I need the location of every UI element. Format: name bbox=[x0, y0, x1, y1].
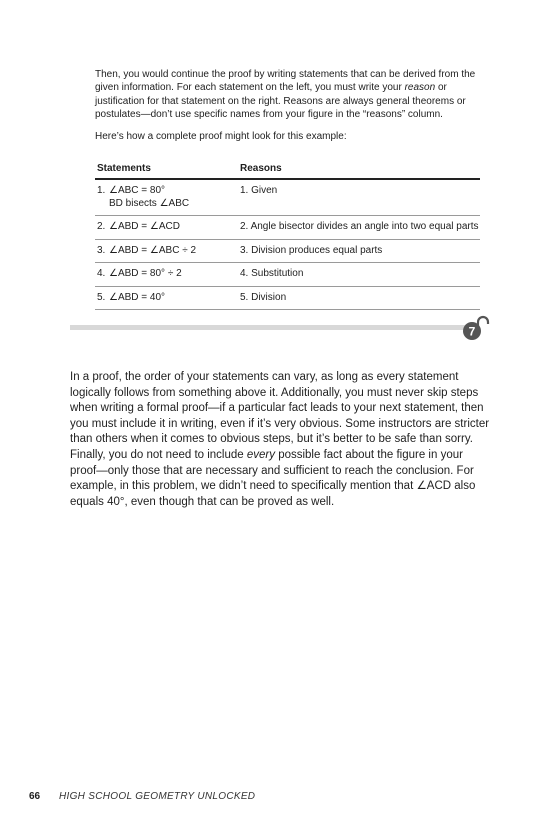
statement-number: 1. bbox=[97, 185, 106, 196]
statement-cell bbox=[95, 185, 240, 210]
intro-text-span: Then, you would continue the proof by writing statements that can be derived from the given information. For each statement on the left, you must write your bbox=[95, 69, 476, 94]
statement-number: 2. bbox=[97, 221, 106, 232]
body-emphasis: every bbox=[246, 448, 275, 461]
proof-row bbox=[95, 240, 480, 264]
page-number: 66 bbox=[29, 791, 41, 802]
reason-cell: 5. Division bbox=[240, 291, 287, 303]
padlock-icon bbox=[461, 315, 491, 341]
statement-text bbox=[109, 268, 182, 281]
statement-line: ∠ABD = 80° ÷ 2 bbox=[109, 268, 182, 279]
body-text-span: In a proof, the order of your statements can vary, as long as every statement logically follows from something above it. Additionally, you must never skip steps when writing a formal proof—if a particular fact leads to your next statement, then you must include it in writing, even if it’s very obvious. Some instructors are stricter than others when it comes to obvious steps, but it’s better to be safe than sorry. Finally, you do not need to include bbox=[70, 371, 490, 461]
statement-cell bbox=[95, 245, 240, 258]
proof-rows bbox=[95, 180, 480, 310]
reason-cell: 1. Given bbox=[240, 185, 278, 196]
statement-number: 3. bbox=[97, 244, 106, 256]
intro-emphasis: reason bbox=[404, 82, 436, 94]
statement-line: ∠ABD = ∠ACD bbox=[109, 221, 181, 232]
proof-row bbox=[95, 263, 480, 287]
body-text bbox=[70, 370, 490, 510]
statement-text bbox=[109, 185, 189, 210]
proof-table bbox=[95, 158, 480, 310]
body-paragraph bbox=[70, 370, 490, 510]
intro-text-span: or justification for that statement on the right. Reasons are always general theorems or postulates—don’t use specific names from your figure in the “reasons” column. bbox=[95, 82, 466, 121]
reason-cell: 4. Substitution bbox=[240, 268, 304, 279]
page-footer bbox=[29, 791, 255, 802]
statement-cell bbox=[95, 221, 240, 234]
proof-row bbox=[95, 180, 480, 216]
intro-paragraph-1 bbox=[95, 68, 480, 122]
proof-row bbox=[95, 287, 480, 311]
body-text-span: possible fact about the figure in your proof—only those that are necessary and sufficient to reach the conclusion. For example, in this problem, we didn’t need to specifically mention that ∠ACD also equals 40°, even though that can be proved as well. bbox=[70, 448, 476, 508]
statement-number: 5. bbox=[97, 291, 106, 303]
statement-text bbox=[109, 221, 180, 234]
statement-line: ∠ABD = 40° bbox=[109, 291, 166, 303]
reason-cell: 2. Angle bisector divides an angle into two equal parts bbox=[240, 221, 479, 232]
statement-cell bbox=[95, 292, 240, 305]
intro-text bbox=[95, 68, 480, 151]
statement-text bbox=[109, 245, 196, 258]
intro-paragraph-2: Here’s how a complete proof might look for this example: bbox=[95, 130, 347, 142]
statement-line: ∠ABD = ∠ABC ÷ 2 bbox=[109, 244, 197, 256]
proof-table-header bbox=[95, 158, 480, 180]
book-title: HIGH SCHOOL GEOMETRY UNLOCKED bbox=[59, 791, 256, 802]
proof-row bbox=[95, 216, 480, 240]
statement-number: 4. bbox=[97, 268, 106, 279]
statement-line: BD bisects ∠ABC bbox=[109, 197, 190, 209]
statements-header: Statements bbox=[97, 162, 151, 174]
statement-text bbox=[109, 292, 165, 305]
section-divider bbox=[70, 325, 465, 330]
statement-line: ∠ABC = 80° bbox=[109, 185, 166, 196]
reasons-header: Reasons bbox=[240, 162, 282, 174]
statement-cell bbox=[95, 268, 240, 281]
badge-number: 7 bbox=[468, 324, 476, 339]
reason-cell: 3. Division produces equal parts bbox=[240, 244, 383, 256]
